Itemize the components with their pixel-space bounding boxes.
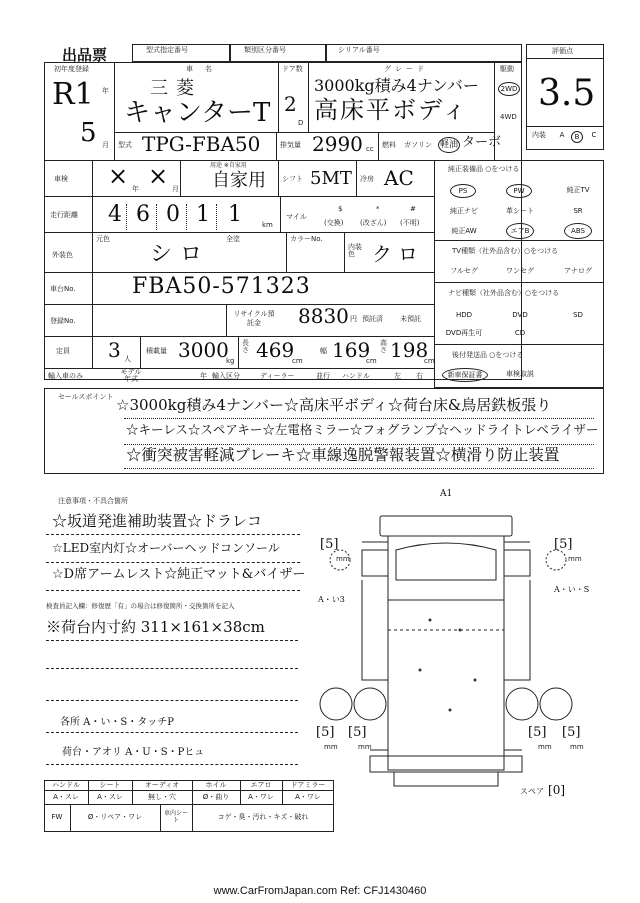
recycle-value: 8830 xyxy=(298,304,349,328)
sales-point-line-1: ☆3000kg積み4ナンバー☆高床平ボディ☆荷台床&鳥居鉄板張り xyxy=(116,396,552,414)
interior-grade-c: C xyxy=(591,131,597,139)
mileage-digit-4: 1 xyxy=(196,202,210,227)
tv-one: ワンセグ xyxy=(506,267,534,275)
after-manual: 車検取説 xyxy=(506,370,534,378)
seats-label: 定員 xyxy=(56,347,70,355)
equip-leather: 革シート xyxy=(506,207,534,215)
chassis-label: 車台No. xyxy=(50,285,76,293)
tv-title: TV種類（社外品含む）○をつける xyxy=(452,247,559,255)
length-unit: cm xyxy=(292,357,303,365)
color-label: 外装色 xyxy=(52,251,73,259)
doors-suffix: D xyxy=(298,119,304,127)
tv-full: フルセグ xyxy=(450,267,478,275)
month-value: 5 xyxy=(80,118,97,148)
equipment-title: 純正装備品 ○をつける xyxy=(448,165,520,173)
tv-analog: アナログ xyxy=(564,267,592,275)
color-no-label: カラーNo. xyxy=(290,235,323,243)
legend-v-aero: A・ワレ xyxy=(248,793,274,801)
import-year-unit: 年 xyxy=(200,372,207,380)
shaken-year-unit: 年 xyxy=(132,185,139,193)
equip-abs: ABS xyxy=(564,223,592,239)
shaken-month: × xyxy=(148,162,169,190)
form-title: 出品票 xyxy=(62,46,108,64)
tire-fl-value: [5] xyxy=(320,537,339,552)
tire-fr-unit: mm xyxy=(568,555,582,563)
grade-label: グレード xyxy=(384,65,428,73)
serial-label: シリアル番号 xyxy=(338,46,380,54)
import-class-label: 輸入区分 xyxy=(212,372,240,380)
tire-rl1-value: [5] xyxy=(316,725,335,740)
legend-v-wheel: Ø・曲り xyxy=(202,793,230,801)
mileage-digits xyxy=(100,204,256,230)
mileage-opt-1: $ xyxy=(338,205,343,213)
diagram-mark-left: A・い3 xyxy=(318,595,345,604)
shift-label: シフト xyxy=(282,175,303,183)
era-value: R1 xyxy=(52,77,94,112)
year-unit: 年 xyxy=(102,87,109,95)
turbo-value: ターボ xyxy=(462,135,502,150)
equipment-box xyxy=(434,160,604,388)
drive-4wd: 4WD xyxy=(500,113,517,121)
equip-tv: 純正TV xyxy=(566,186,590,194)
fuel-gas: ガソリン xyxy=(404,141,432,149)
navi-sd: SD xyxy=(573,311,583,319)
tire-rl1-unit: mm xyxy=(324,743,338,751)
chassis-value: FBA50-571323 xyxy=(132,274,311,299)
inspector-line-3: 荷台・アオリ A・U・S・Pヒュ xyxy=(62,747,205,758)
interior-label: 内装 xyxy=(532,131,546,139)
legend-v-audio: 無し・穴 xyxy=(148,793,176,801)
load-value: 3000 xyxy=(178,338,229,362)
legend-h-handle: ハンドル xyxy=(52,781,80,789)
navi-title: ナビ種類（社外品含む）○をつける xyxy=(448,289,560,297)
interior-color-label: 内装色 xyxy=(348,243,362,258)
model-value: TPG-FBA50 xyxy=(142,132,261,156)
mileage-label: 走行距離 xyxy=(50,211,78,219)
width-value: 169 xyxy=(332,338,371,362)
ac-value: AC xyxy=(384,166,414,190)
spare-label: スペア xyxy=(520,787,544,796)
notes-label: 注意事項・不具合箇所 xyxy=(58,497,128,505)
mileage-digit-3: 0 xyxy=(166,202,180,227)
mileage-digit-1: 4 xyxy=(108,202,122,227)
grade-line2: 高床平ボディ xyxy=(314,96,469,124)
load-label: 積載量 xyxy=(146,347,167,355)
legend-h-mirror: ドアミラー xyxy=(290,781,326,789)
legend-h-aero: エアロ xyxy=(250,781,272,789)
mileage-opt-sub-3: (不明) xyxy=(400,219,420,227)
fuel-diesel: 軽油 xyxy=(438,137,460,153)
equip-aw: 純正AW xyxy=(451,227,477,235)
legend-v-mirror: A・ワレ xyxy=(295,793,321,801)
equip-ps: PS xyxy=(450,184,476,198)
interior-grade-a: A xyxy=(559,131,565,139)
shaken-label: 車検 xyxy=(54,175,68,183)
length-value: 469 xyxy=(256,338,295,362)
tire-fl-unit: mm xyxy=(336,555,350,563)
tire-fr-value: [5] xyxy=(554,537,573,552)
name-line1: 三菱 xyxy=(150,78,202,99)
color-orig-label: 元色 xyxy=(96,235,110,243)
legend-v-handle: A・スレ xyxy=(53,793,79,801)
mileage-opt-3: # xyxy=(410,205,416,213)
sales-points-label: セールスポイント xyxy=(58,393,114,401)
handle-right: 右 xyxy=(416,372,423,380)
navi-hdd: HDD xyxy=(455,311,473,319)
month-unit: 月 xyxy=(102,141,109,149)
grade-line1: 3000kg積み4ナンバー xyxy=(314,76,479,95)
tire-rl2-value: [5] xyxy=(348,725,367,740)
drive-label: 駆動 xyxy=(500,65,514,73)
handle-label: ハンドル xyxy=(342,372,370,380)
first-reg-label: 初年度登録 xyxy=(54,65,89,73)
name-line2: キャンターT xyxy=(124,98,271,128)
length-label: 長さ xyxy=(242,339,249,354)
mileage-unit: km xyxy=(262,221,273,229)
seats-value: 3 xyxy=(108,338,121,362)
inspector-line-2: 各所 A・い・S・タッチP xyxy=(60,717,174,728)
equip-navi: 純正ナビ xyxy=(450,207,478,215)
note-line-1: ☆坂道発進補助装置☆ドラレコ xyxy=(52,512,263,530)
usage-value: 自家用 xyxy=(212,170,266,191)
height-label: 高さ xyxy=(380,339,387,354)
displacement-unit: cc xyxy=(366,145,374,153)
height-unit: cm xyxy=(424,357,435,365)
class-label: 類別区分番号 xyxy=(244,46,286,54)
shift-value: 5MT xyxy=(310,168,352,189)
mileage-opt-sub-2: (改ざん) xyxy=(360,219,387,227)
height-value: 198 xyxy=(390,338,429,362)
mileage-kind-label: マイル xyxy=(286,213,307,221)
diagram-top-mark: A1 xyxy=(440,489,453,499)
vehicle-diagram xyxy=(300,480,600,820)
drive-2wd: 2WD xyxy=(498,82,520,96)
inspector-line-1: ※荷台内寸約 311×161×38cm xyxy=(46,618,265,636)
navi-dvdplay: DVD再生可 xyxy=(445,329,483,337)
equip-pw: PW xyxy=(506,184,532,198)
reg-label: 登録No. xyxy=(50,317,76,325)
interior-grade-b: B xyxy=(571,131,583,143)
color-value: シロ xyxy=(150,242,211,267)
legend-fw-value: Ø・リペア・ワレ xyxy=(87,813,143,821)
recycle-status-1: 預託済 xyxy=(362,315,383,323)
mileage-digit-5: 1 xyxy=(228,202,242,227)
doors-label: ドア数 xyxy=(282,65,303,73)
footer-ref: www.CarFromJapan.com Ref: CFJ1430460 xyxy=(213,885,427,897)
import-label: 輸入車のみ xyxy=(48,372,83,380)
shaken-month-unit: 月 xyxy=(172,185,179,193)
recycle-unit: 円 xyxy=(350,315,357,323)
after-title: 後付発送品 ○をつける xyxy=(452,351,524,359)
dealer-option: ディーラー xyxy=(260,372,295,380)
parallel-option: 並行 xyxy=(316,372,330,380)
displacement-value: 2990 xyxy=(312,132,363,156)
legend-v-seat: A・スレ xyxy=(97,793,123,801)
rating-label: 評価点 xyxy=(552,47,573,55)
navi-cd: CD xyxy=(514,329,526,337)
legend-h-audio: オーディオ xyxy=(144,781,180,789)
note-line-3: ☆D席アームレスト☆純正マット&バイザー xyxy=(52,567,306,582)
equip-sr: SR xyxy=(573,207,583,215)
handle-left: 左 xyxy=(394,372,401,380)
usage-label: 用途 ※自家用 xyxy=(210,162,247,169)
model-year-label: モデル年式 xyxy=(120,368,142,383)
note-line-2: ☆LED室内灯☆オーバーヘッドコンソール xyxy=(52,541,280,555)
sales-point-line-2: ☆キーレス☆スペアキー☆左電格ミラー☆フォグランプ☆ヘッドライトレベライザー xyxy=(126,422,599,437)
inspector-label: 検査員記入欄：修復歴「有」の場合は修復箇所・交換箇所を記入 xyxy=(46,602,235,610)
navi-dvd: DVD xyxy=(512,311,528,319)
diagram-mark-right: A・い・S xyxy=(554,585,590,594)
recycle-status-2: 未預託 xyxy=(400,315,421,323)
tire-rr2-unit: mm xyxy=(570,743,584,751)
rating-value: 3.5 xyxy=(538,73,596,114)
name-label: 車名 xyxy=(186,65,224,73)
load-unit: kg xyxy=(226,357,235,365)
width-label: 幅 xyxy=(320,347,327,355)
tire-rr1-unit: mm xyxy=(538,743,552,751)
shaken-year: × xyxy=(108,162,129,190)
mileage-digit-2: 6 xyxy=(136,202,150,227)
model-label: 型式 xyxy=(118,141,132,149)
width-unit: cm xyxy=(366,357,377,365)
legend-h-wheel: ホイル xyxy=(205,781,227,789)
tire-rl2-unit: mm xyxy=(358,743,372,751)
tire-rr1-value: [5] xyxy=(528,725,547,740)
legend-h-seat: シート xyxy=(99,781,121,789)
equip-airbag: エアB xyxy=(506,223,534,239)
after-warranty: 新車保証書 xyxy=(442,368,488,382)
mileage-opt-2: * xyxy=(376,205,380,213)
mileage-opt-sub-1: (交換) xyxy=(324,219,344,227)
model-cert-label: 型式指定番号 xyxy=(146,46,188,54)
doors-value: 2 xyxy=(284,92,297,116)
legend-fw-label: FW xyxy=(51,813,63,821)
spare-value: [0] xyxy=(548,783,566,797)
legend-seat-value: コゲ・臭・汚れ・キズ・破れ xyxy=(217,813,309,821)
seats-unit: 人 xyxy=(124,355,131,363)
color-repaint-label: 全塗 xyxy=(226,235,240,243)
fuel-label: 燃料 xyxy=(382,141,396,149)
ac-label: 冷房 xyxy=(360,175,374,183)
legend-seat-label: 車内シート xyxy=(163,810,188,825)
displacement-label: 排気量 xyxy=(280,141,301,149)
recycle-label: リサイクル預託金 xyxy=(233,310,275,328)
sales-point-line-3: ☆衝突被害軽減ブレーキ☆車線逸脱警報装置☆横滑り防止装置 xyxy=(126,446,560,464)
interior-color-value: クロ xyxy=(372,242,424,266)
tire-rr2-value: [5] xyxy=(562,725,581,740)
